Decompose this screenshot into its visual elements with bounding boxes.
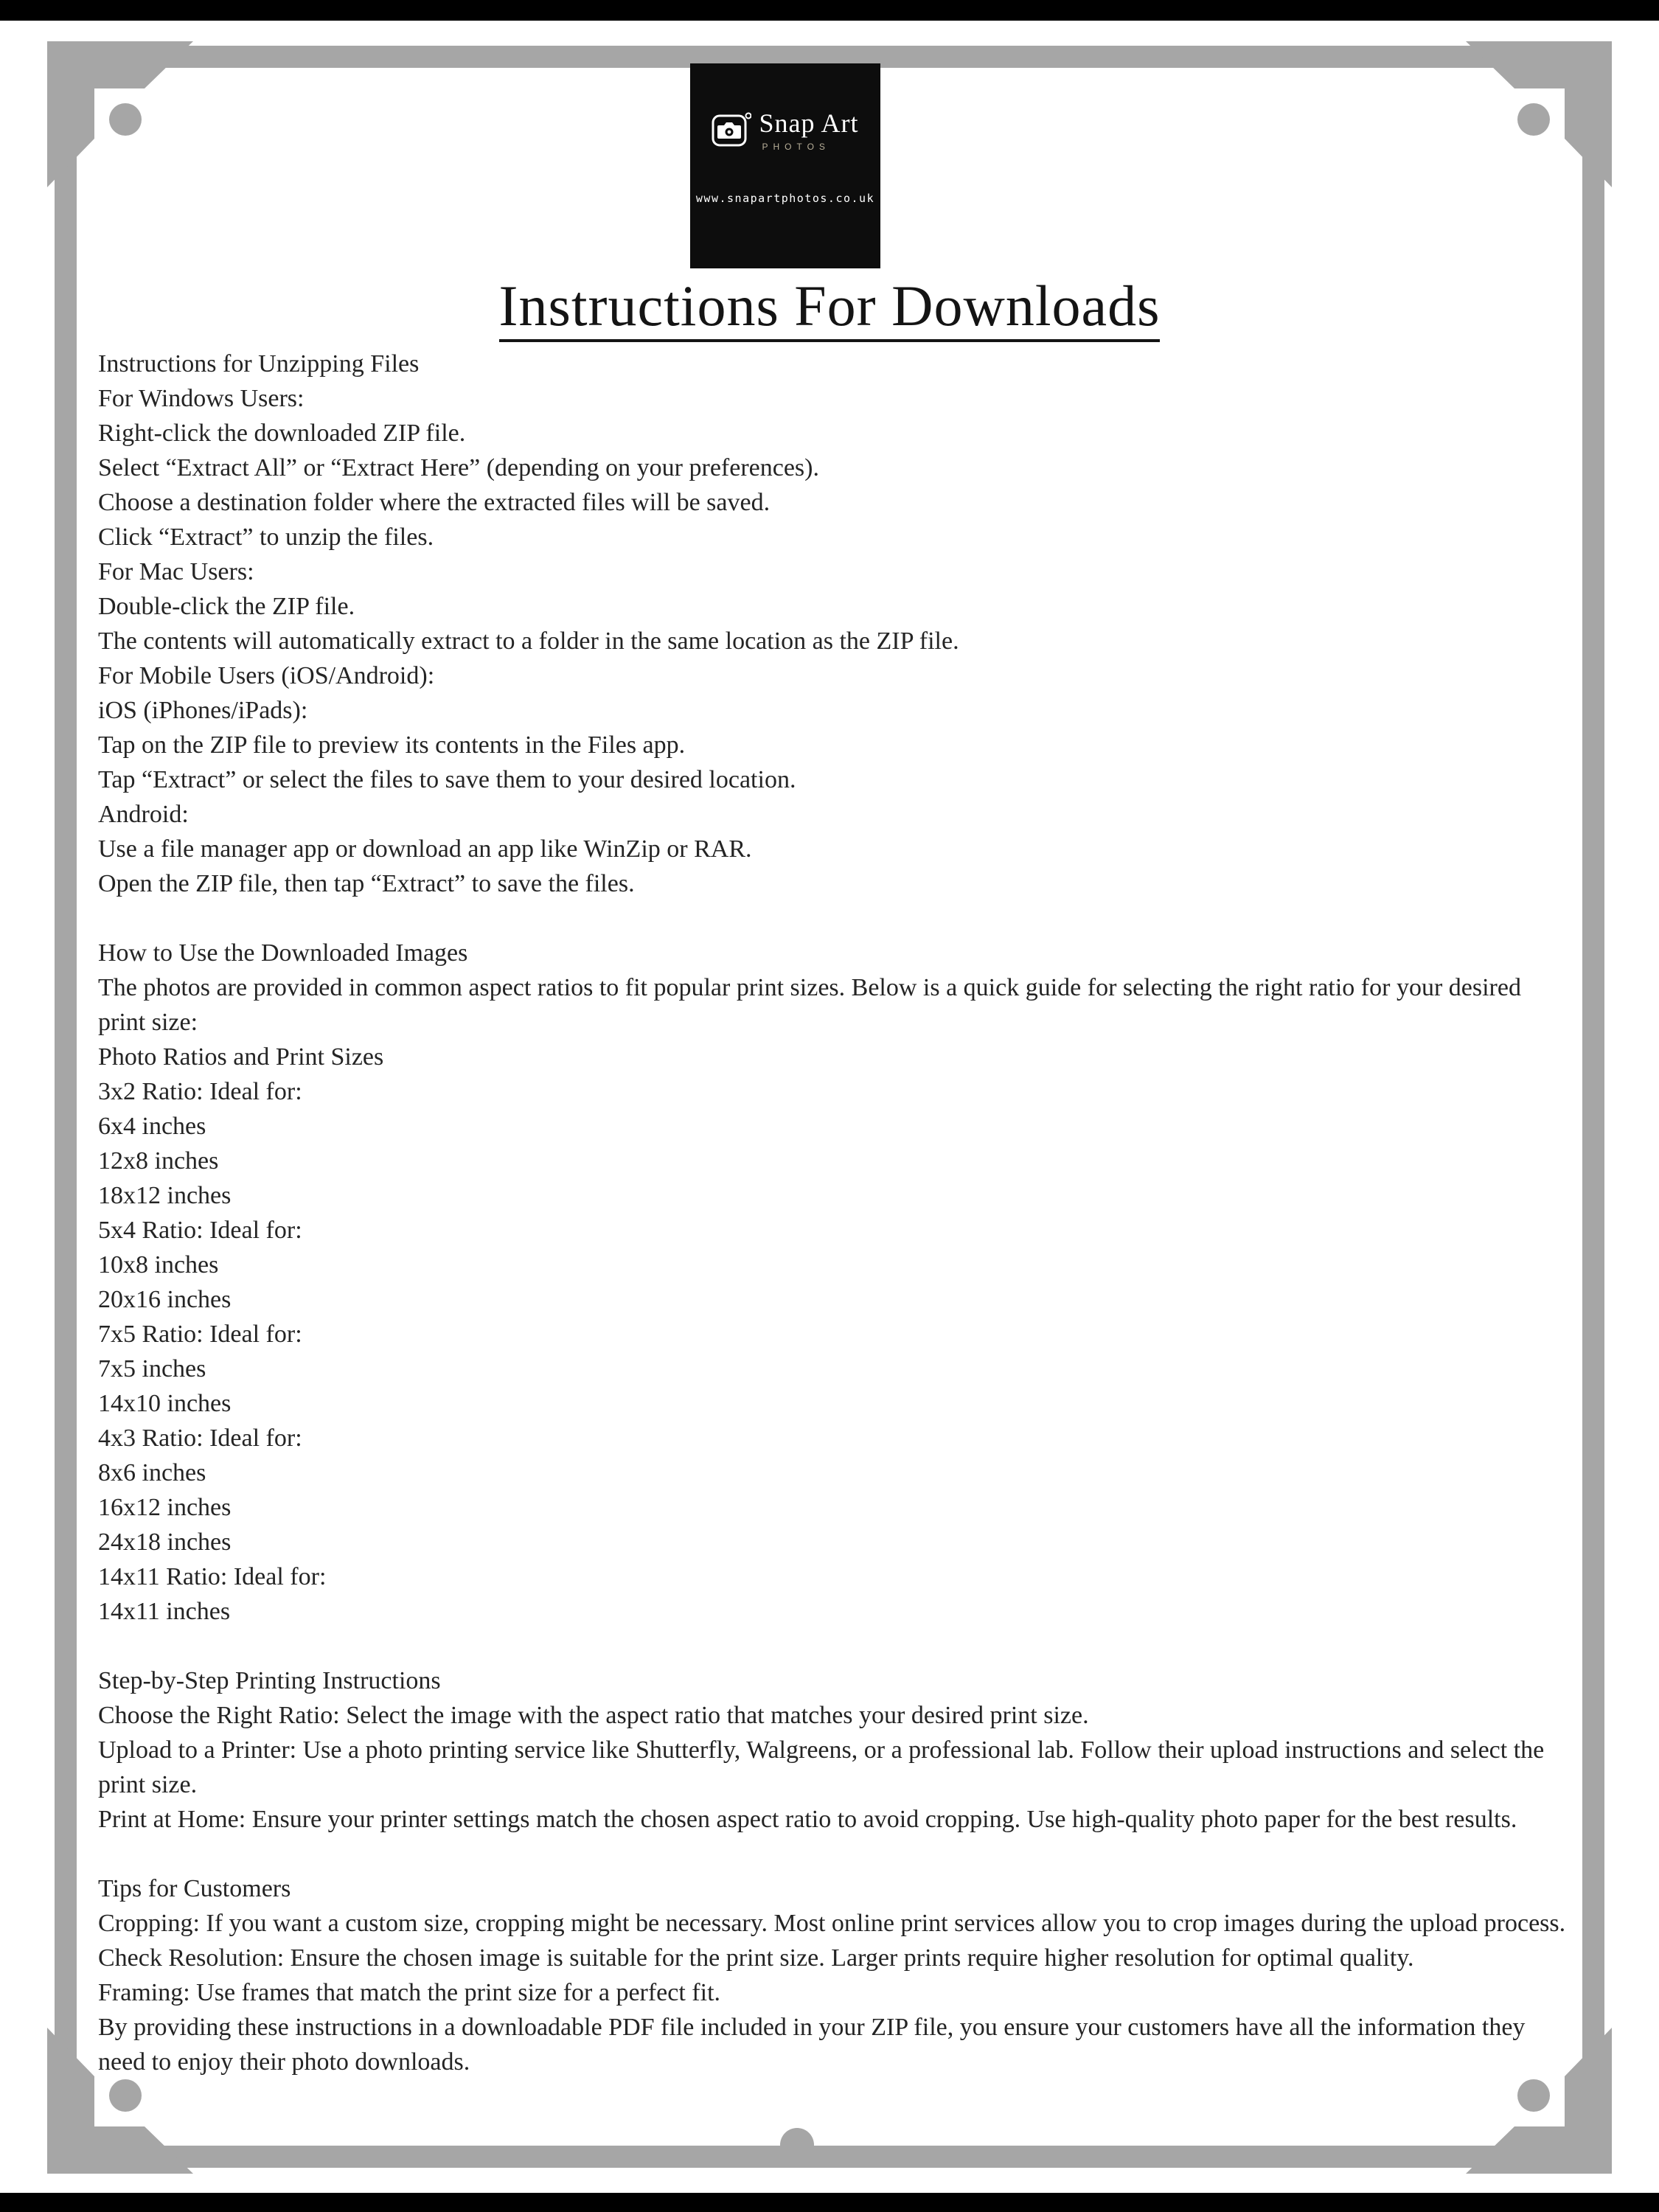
body-text <box>98 347 1572 2079</box>
frame-bar-bottom <box>59 2146 1600 2168</box>
text-line: Choose a destination folder where the extracted files will be saved. <box>98 489 771 516</box>
brand-subtitle: PHOTOS <box>762 142 830 152</box>
text-line: Double-click the ZIP file. <box>98 593 355 620</box>
text-line: 18x12 inches <box>98 1182 232 1209</box>
blank-line <box>98 901 1572 936</box>
frame-corner-ornament <box>1461 41 1612 192</box>
text-line: Choose the Right Ratio: Select the image with the aspect ratio that matches your desired print size. <box>98 1702 1089 1729</box>
text-line: Open the ZIP file, then tap “Extract” to save the files. <box>98 870 635 897</box>
blank-line <box>98 1629 1572 1663</box>
top-black-strip <box>0 0 1659 21</box>
text-line: 14x11 Ratio: Ideal for: <box>98 1563 327 1590</box>
logo-row <box>712 109 858 152</box>
text-line: 6x4 inches <box>98 1113 206 1140</box>
brand-name: Snap Art <box>759 108 859 138</box>
blank-line <box>98 1837 1572 1871</box>
text-line: For Windows Users: <box>98 385 305 412</box>
text-line: Upload to a Printer: Use a photo printing service like Shutterfly, Walgreens, or a professional lab. Follow their upload instructions and select the print size. <box>98 1736 1545 1798</box>
camera-icon <box>712 111 751 151</box>
text-line: 3x2 Ratio: Ideal for: <box>98 1078 302 1105</box>
text-line: For Mac Users: <box>98 558 254 585</box>
text-line: 24x18 inches <box>98 1528 232 1556</box>
text-line: 7x5 inches <box>98 1355 206 1382</box>
frame-corner-ornament <box>47 41 198 192</box>
text-line: Select “Extract All” or “Extract Here” (depending on your preferences). <box>98 454 819 481</box>
frame-bar-right <box>1582 46 1604 2168</box>
text-line: For Mobile Users (iOS/Android): <box>98 662 435 689</box>
text-line: Tips for Customers <box>98 1875 291 1902</box>
page-title: Instructions For Downloads <box>499 274 1161 342</box>
text-line: Cropping: If you want a custom size, cropping might be necessary. Most online print services allow you to crop images during the upload process. <box>98 1910 1566 1937</box>
text-line: By providing these instructions in a downloadable PDF file included in your ZIP file, you ensure your customers have all the information they need to enjoy their photo downloads. <box>98 2014 1526 2076</box>
text-line: Instructions for Unzipping Files <box>98 350 420 378</box>
text-line: 16x12 inches <box>98 1494 232 1521</box>
text-line: Framing: Use frames that match the print size for a perfect fit. <box>98 1979 721 2006</box>
text-line: 4x3 Ratio: Ideal for: <box>98 1425 302 1452</box>
text-line: Photo Ratios and Print Sizes <box>98 1043 384 1071</box>
brand-url: www.snapartphotos.co.uk <box>695 192 875 205</box>
title-wrap <box>0 274 1659 342</box>
text-line: iOS (iPhones/iPads): <box>98 697 308 724</box>
text-line: Click “Extract” to unzip the files. <box>98 524 434 551</box>
text-line: 12x8 inches <box>98 1147 219 1175</box>
text-line: The contents will automatically extract to a folder in the same location as the ZIP file. <box>98 627 959 655</box>
text-line: 10x8 inches <box>98 1251 219 1279</box>
text-line: 8x6 inches <box>98 1459 206 1486</box>
text-line: The photos are provided in common aspect ratios to fit popular print sizes. Below is a quick guide for selecting the right ratio for your desired print size: <box>98 974 1521 1036</box>
frame-bar-left <box>55 46 77 2168</box>
text-line: Android: <box>98 801 189 828</box>
text-line: 14x10 inches <box>98 1390 232 1417</box>
text-line: Print at Home: Ensure your printer settings match the chosen aspect ratio to avoid cropping. Use high-quality photo paper for the best results. <box>98 1806 1517 1833</box>
text-line: Use a file manager app or download an app like WinZip or RAR. <box>98 835 752 863</box>
text-line: 20x16 inches <box>98 1286 232 1313</box>
text-line: Check Resolution: Ensure the chosen image is suitable for the print size. Larger prints require higher resolution for optimal quality. <box>98 1944 1414 1972</box>
logo <box>690 63 880 268</box>
frame-bump-bottom <box>780 2128 814 2162</box>
text-line: 5x4 Ratio: Ideal for: <box>98 1217 302 1244</box>
bottom-black-strip <box>0 2193 1659 2212</box>
text-line: 14x11 inches <box>98 1598 231 1625</box>
text-line: Tap “Extract” or select the files to save them to your desired location. <box>98 766 796 793</box>
text-line: Step-by-Step Printing Instructions <box>98 1667 441 1694</box>
text-line: 7x5 Ratio: Ideal for: <box>98 1321 302 1348</box>
text-line: Tap on the ZIP file to preview its contents in the Files app. <box>98 731 686 759</box>
brand-column <box>759 109 858 152</box>
text-line: How to Use the Downloaded Images <box>98 939 468 967</box>
text-line: Right-click the downloaded ZIP file. <box>98 420 466 447</box>
